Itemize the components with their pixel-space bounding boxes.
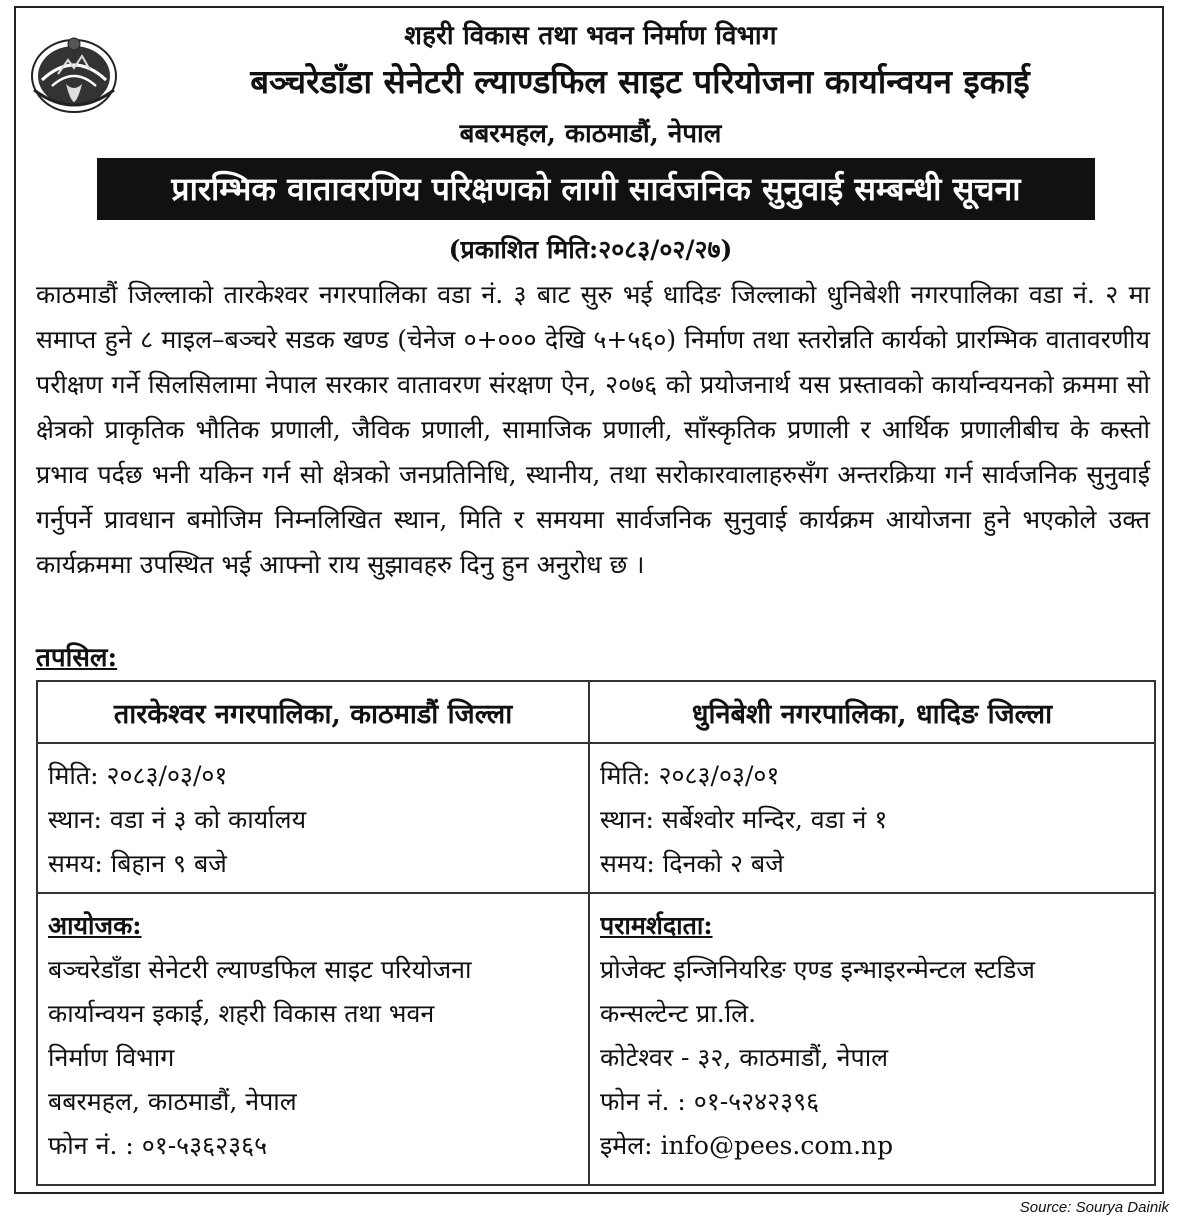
right-schedule-cell — [589, 743, 1155, 893]
left-venue-heading: तारकेश्वर नगरपालिका, काठमाडौं जिल्ला — [37, 681, 589, 743]
consultant-phone: फोन नं. : ०१-५२४२३९६ — [600, 1087, 820, 1116]
right-place: स्थान: सर्बेश्वोर मन्दिर, वडा नं १ — [600, 805, 888, 834]
consultant-line1: प्रोजेक्ट इन्जिनियरिङ एण्ड इन्भाइरन्मेन्टल स्टडिज — [600, 955, 1035, 984]
left-date: मिति: २०८३/०३/०१ — [48, 761, 228, 790]
published-date: (प्रकाशित मिति:२०८३/०२/२७) — [448, 235, 733, 264]
organizer-label: आयोजक: — [48, 911, 142, 940]
notice-title: प्रारम्भिक वातावरणिय परिक्षणको लागी सार्वजनिक सुनुवाई सम्बन्धी सूचना — [97, 158, 1095, 220]
consultant-email[interactable]: इमेल: info@pees.com.np — [600, 1131, 894, 1160]
right-time: समय: दिनको २ बजे — [600, 849, 784, 878]
left-place: स्थान: वडा नं ३ को कार्यालय — [48, 805, 307, 834]
left-schedule-cell — [37, 743, 589, 893]
table-row — [37, 743, 1155, 893]
table-row — [37, 681, 1155, 743]
table-row — [37, 893, 1155, 1185]
unit-name: बञ्चरेडाँडा सेनेटरी ल्याण्डफिल साइट परियोजना कार्यान्वयन इकाई — [250, 62, 1030, 101]
department-name: शहरी विकास तथा भवन निर्माण विभाग — [404, 21, 777, 51]
organizer-line3: निर्माण विभाग — [48, 1043, 175, 1072]
source-credit: Source: Sourya Dainik — [1019, 1199, 1169, 1216]
right-venue-heading: धुनिबेशी नगरपालिका, धादिङ जिल्ला — [589, 681, 1155, 743]
organizer-address: बबरमहल, काठमाडौं, नेपाल — [48, 1087, 297, 1116]
right-date: मिति: २०८३/०३/०१ — [600, 761, 780, 790]
left-time: समय: बिहान ९ बजे — [48, 849, 227, 878]
organizer-line1: बञ्चरेडाँडा सेनेटरी ल्याण्डफिल साइट परियोजना — [48, 955, 472, 984]
schedule-heading: तपसिल: — [36, 643, 118, 673]
schedule-table — [36, 680, 1156, 1186]
consultant-line2: कन्सल्टेन्ट प्रा.लि. — [600, 999, 757, 1028]
consultant-cell — [589, 893, 1155, 1185]
organizer-line2: कार्यान्वयन इकाई, शहरी विकास तथा भवन — [48, 999, 435, 1028]
notice-body: काठमाडौं जिल्लाको तारकेश्वर नगरपालिका वडा नं. ३ बाट सुरु भई धादिङ जिल्लाको धुनिबेशी नगरपालिका वडा नं. २ मा समाप्त हुने ८ माइल–बञ्चरे सडक खण्ड (चेनेज ०+००० देखि ५+५६०) निर्माण तथा स्तरोन्नति कार्यको प्रारम्भिक वातावरणीय परीक्षण गर्ने सिलसिलामा नेपाल सरकार वातावरण संरक्षण ऐन, २०७६ को प्रयोजनार्थ यस प्रस्तावको कार्यान्वयनको क्रममा सो क्षेत्रको प्राकृतिक भौतिक प्रणाली, जैविक प्रणाली, सामाजिक प्रणाली, साँस्कृतिक प्रणाली र आर्थिक प्रणालीबीच के कस्तो प्रभाव पर्दछ भनी यकिन गर्न सो क्षेत्रको जनप्रतिनिधि, स्थानीय, तथा सरोकारवालाहरुसँग अन्तरक्रिया गर्न सार्वजनिक सुनुवाई गर्नुपर्ने प्रावधान बमोजिम निम्नलिखित स्थान, मिति र समयमा सार्वजनिक सुनुवाई कार्यक्रम आयोजना हुने भएकोले उक्त कार्यक्रममा उपस्थित भई आफ्नो राय सुझावहरु दिनु हुन अनुरोध छ । — [36, 280, 1150, 579]
office-address: बबरमहल, काठमाडौं, नेपाल — [459, 119, 722, 149]
consultant-label: परामर्शदाता: — [600, 911, 713, 940]
organizer-phone: फोन नं. : ०१-५३६२३६५ — [48, 1131, 268, 1160]
consultant-address: कोटेश्वर - ३२, काठमाडौं, नेपाल — [600, 1043, 889, 1072]
organizer-cell — [37, 893, 589, 1185]
